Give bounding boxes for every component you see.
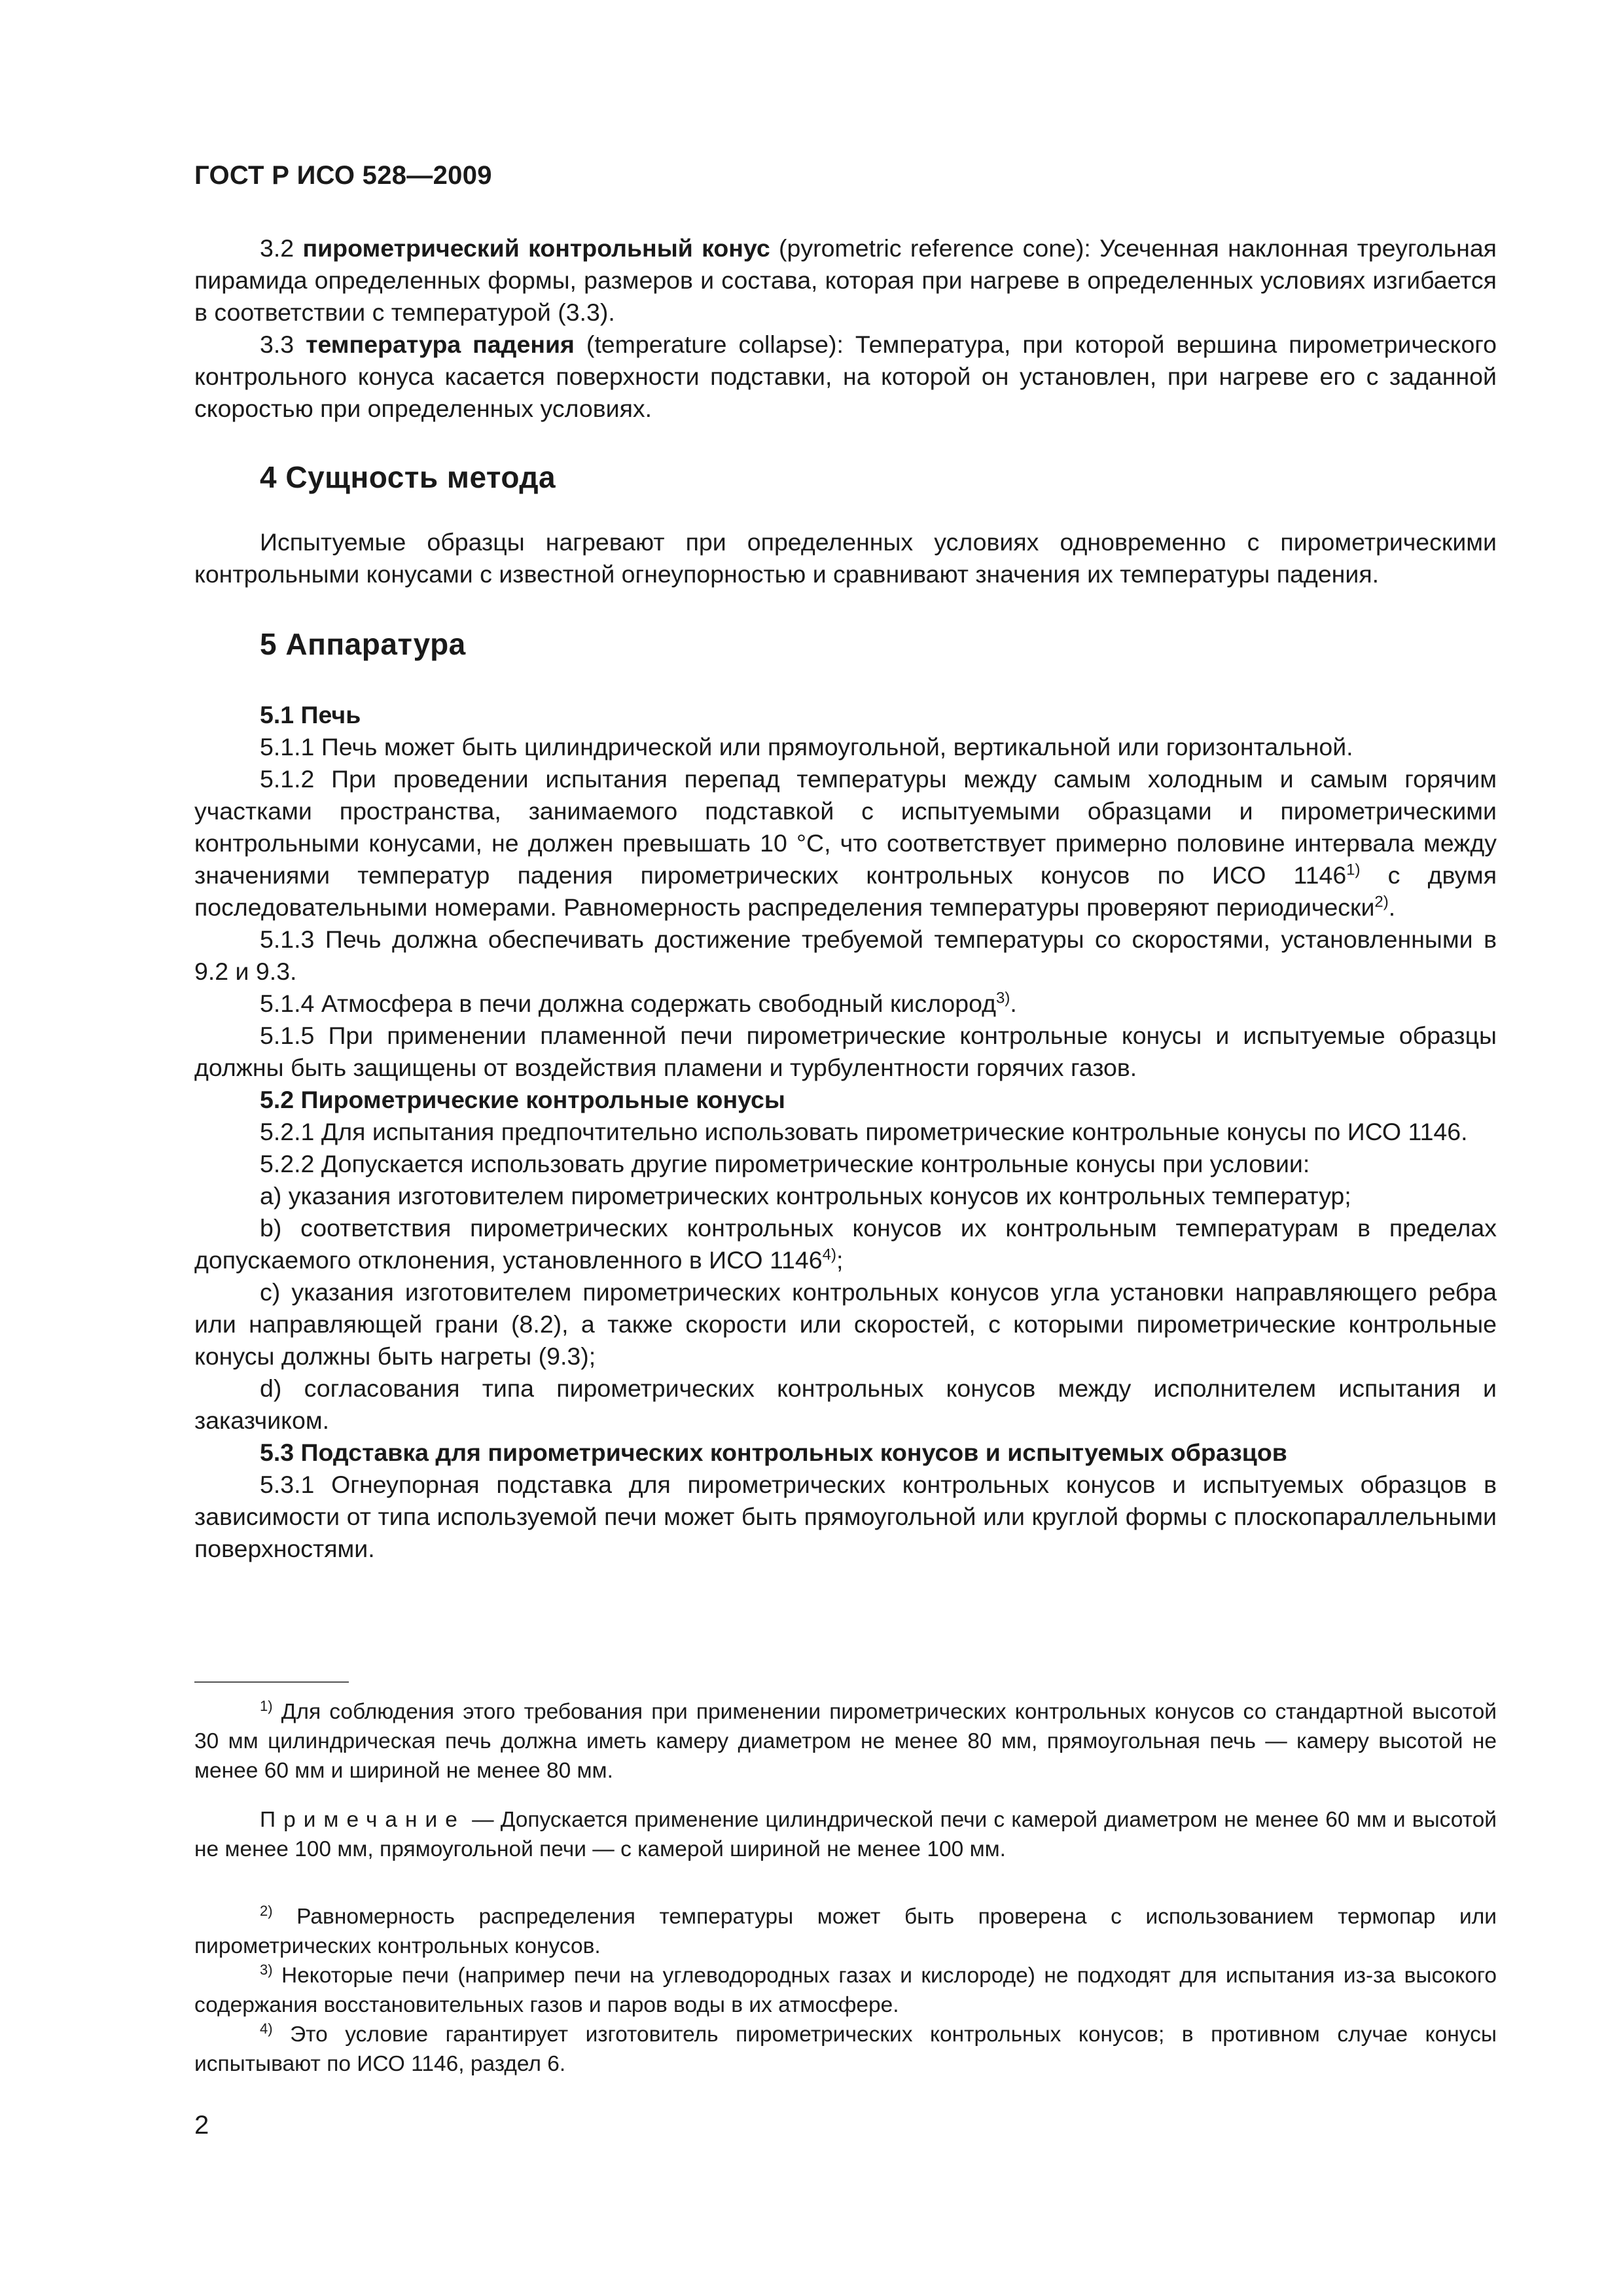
section-5-heading: 5 Аппаратура [260,627,466,661]
footnote-4: $^{4)}$ Это условие гарантирует изготовитель пирометрических контрольных конусов; в противном случае конусы испытывают по ИСО 1146, раздел 6. [194,2020,1497,2076]
subsection-5-2-heading: 5.2 Пирометрические контрольные конусы [260,1086,785,1113]
section-4-body [194,526,1497,590]
subsection-5-3-heading: 5.3 Подставка для пирометрических контрольных конусов и испытуемых образцов [260,1439,1287,1466]
footnote-ref: 1) [1346,861,1361,879]
section-5-body [194,699,1497,1565]
subsection-5-1-heading: 5.1 Печь [260,701,361,728]
definition-3-2: 3.2 пирометрический контрольный конус (pyrometric reference cone): Усеченная наклонная треугольная пирамида определенных формы, размеров и состава, которая при нагреве в определенных условиях изгибается в соответствии с температурой (3.3). [194,234,1497,326]
footnote-2: $^{2)}$ Равномерность распределения температуры может быть проверена с использованием термопар или пирометрических контрольных конусов. [194,1902,1497,1958]
page-number: 2 [194,2111,209,2140]
list-item-a: а) указания изготовителем пирометрических контрольных конусов их контрольных температур; [260,1182,1351,1210]
paragraph-5-3-1: 5.3.1 Огнеупорная подставка для пирометрических контрольных конусов и испытуемых образцов в зависимости от типа используемой печи может быть прямоугольной или круглой формы с плоскопараллельными поверхностями. [194,1471,1497,1562]
list-item-d: d) согласования типа пирометрических контрольных конусов между исполнителем испытания и заказчиком. [194,1374,1497,1434]
footnote-ref: 2) [1374,893,1389,911]
footnote-ref: 4) [822,1246,836,1264]
defined-term: температура падения [306,331,575,358]
footnote-3: $^{3)}$ Некоторые печи (например печи на углеводородных газах и кислороде) не подходят для испытания из-за высокого содержания восстановительных газов и паров воды в их атмосфере. [194,1961,1497,2017]
section-4-heading: 4 Сущность метода [260,460,556,494]
paragraph-5-1-2: 5.1.2 При проведении испытания перепад температуры между самым холодным и самым горячим участками пространства, занимаемого подставкой с испытуемыми образцами и пирометрическими контрольными конусами, не должен превышать 10 °С, что соответствует примерно половине интервала между значениями температур падения пирометрических контрольных конусов по ИСО 1146$^{1)}$ с двумя последовательными номерами. Равномерность распределения температуры проверяют периодически$^{2)}$. [194,765,1497,921]
note-label: Примечание [260,1808,465,1832]
footnote-note: Примечание — Допускается применение цилиндрической печи с камерой диаметром не менее 60 мм и высотой не менее 100 мм, прямоугольной печи — с камерой шириной не менее 100 мм. [194,1808,1497,1861]
defined-term: пирометрический контрольный конус [302,234,770,262]
paragraph-5-2-1: 5.2.1 Для испытания предпочтительно использовать пирометрические контрольные конусы по ИСО 1146. [260,1118,1468,1145]
running-header: ГОСТ Р ИСО 528—2009 [194,161,492,190]
paragraph-5-1-1: 5.1.1 Печь может быть цилиндрической или прямоугольной, вертикальной или горизонтальной. [260,733,1353,761]
paragraph-5-1-5: 5.1.5 При применении пламенной печи пирометрические контрольные конусы и испытуемые образцы должны быть защищены от воздействия пламени и турбулентности горячих газов. [194,1022,1497,1081]
list-item-b: b) соответствия пирометрических контрольных конусов их контрольным температурам в пределах допускаемого отклонения, установленного в ИСО 1146$^{4)}$; [194,1214,1497,1274]
paragraph: Испытуемые образцы нагревают при определенных условиях одновременно с пирометрическими контрольными конусами с известной огнеупорностью и сравнивают значения их температуры падения. [194,528,1497,588]
list-item-c: с) указания изготовителем пирометрических контрольных конусов угла установки направляющего ребра или направляющей грани (8.2), а также скорости или скоростей, с которыми пирометрические контрольные конусы должны быть нагреты (9.3); [194,1278,1497,1370]
paragraph-5-2-2: 5.2.2 Допускается использовать другие пирометрические контрольные конусы при условии: [260,1150,1310,1177]
footnote-separator [194,1681,349,1683]
paragraph-5-1-4: 5.1.4 Атмосфера в печи должна содержать свободный кислород$^{3)}$. [260,989,1017,1017]
footnotes-block [194,1697,1497,2079]
definition-3-3: 3.3 температура падения (temperature collapse): Температура, при которой вершина пирометрического контрольного конуса касается поверхности подставки, на которой он установлен, при нагреве его с заданной скоростью при определенных условиях. [194,331,1497,422]
footnote-ref: 3) [996,989,1010,1007]
footnote-1: $^{1)}$ Для соблюдения этого требования при применении пирометрических контрольных конусов со стандартной высотой 30 мм цилиндрическая печь должна иметь камеру диаметром не менее 80 мм, прямоугольная печь — камеру высотой не менее 60 мм и шириной не менее 80 мм. [194,1697,1497,1783]
definitions-block [194,232,1497,425]
paragraph-5-1-3: 5.1.3 Печь должна обеспечивать достижение требуемой температуры со скоростями, установленными в 9.2 и 9.3. [194,925,1497,985]
